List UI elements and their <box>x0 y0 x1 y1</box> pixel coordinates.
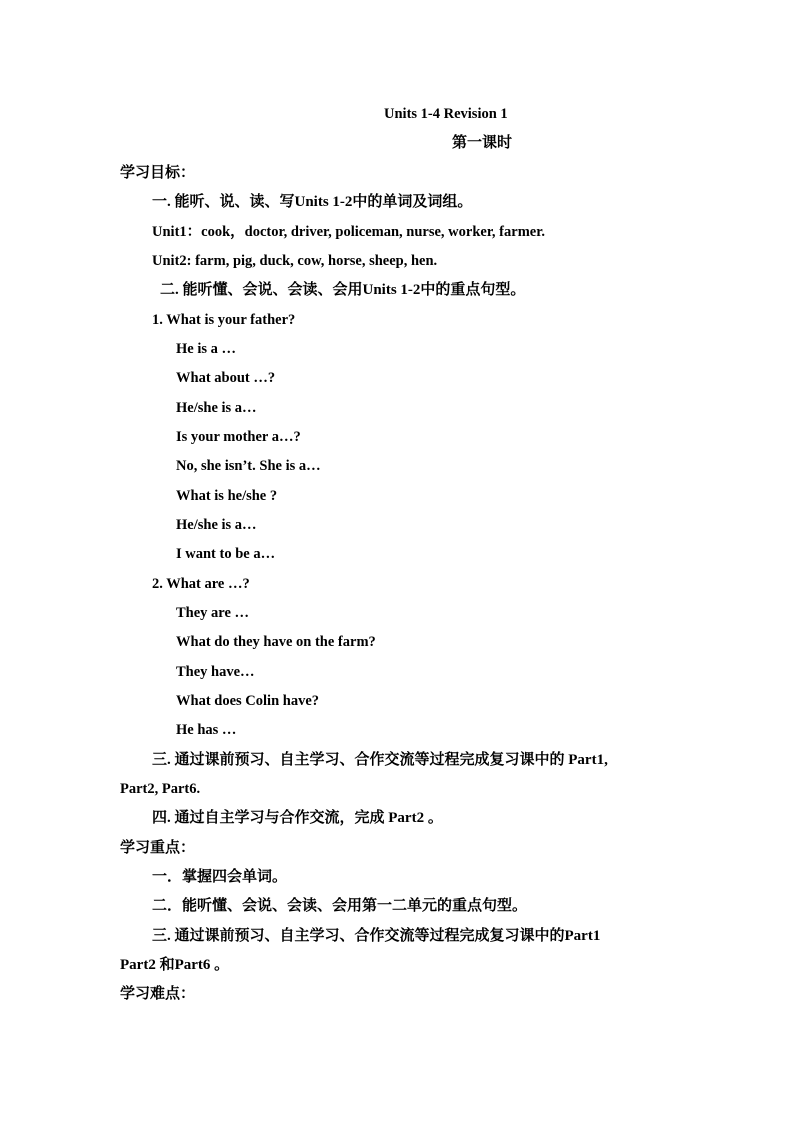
sentence-line: They have… <box>176 664 255 680</box>
objective-item-3-continued: Part2, Part6. <box>120 781 201 797</box>
key-point-item-1: 一．掌握四会单词。 <box>152 869 288 885</box>
question-2: 2. What are …? <box>152 576 250 592</box>
objective-item-3: 三. 通过课前预习、自主学习、合作交流等过程完成复习课中的 Part1, <box>152 752 608 768</box>
sentence-line: What about …? <box>176 370 276 386</box>
key-point-item-3-continued: Part2 和Part6 。 <box>120 957 230 973</box>
key-points-heading: 学习重点： <box>120 840 196 856</box>
objective-item-2: 二. 能听懂、会说、会读、会用Units 1-2中的重点句型。 <box>160 282 526 298</box>
sentence-line: They are … <box>176 605 250 621</box>
sentence-line: He has … <box>176 722 237 738</box>
sentence-line: No, she isn’t. She is a… <box>176 458 321 474</box>
objective-item-4: 四. 通过自主学习与合作交流，完成 Part2 。 <box>152 810 443 826</box>
sentence-line: Is your mother a…? <box>176 429 301 445</box>
sentence-line: He/she is a… <box>176 517 257 533</box>
sentence-line: What does Colin have? <box>176 693 320 709</box>
objective-item-1: 一. 能听、说、读、写Units 1-2中的单词及词组。 <box>152 194 473 210</box>
document-title: Units 1-4 Revision 1 <box>384 106 508 122</box>
unit1-vocabulary: Unit1：cook，doctor, driver, policeman, nurse, worker, farmer. <box>152 224 545 240</box>
difficulties-heading: 学习难点： <box>120 986 196 1002</box>
lesson-period: 第一课时 <box>452 135 513 151</box>
objectives-heading: 学习目标： <box>120 165 196 181</box>
sentence-line: He/she is a… <box>176 400 257 416</box>
sentence-line: I want to be a… <box>176 546 276 562</box>
key-point-item-2: 二．能听懂、会说、会读、会用第一二单元的重点句型。 <box>152 898 528 914</box>
sentence-line: He is a … <box>176 341 237 357</box>
question-1: 1. What is your father? <box>152 312 296 328</box>
unit2-vocabulary: Unit2: farm, pig, duck, cow, horse, sheep, hen. <box>152 253 438 269</box>
sentence-line: What do they have on the farm? <box>176 634 376 650</box>
sentence-line: What is he/she ? <box>176 488 278 504</box>
key-point-item-3: 三. 通过课前预习、自主学习、合作交流等过程完成复习课中的Part1 <box>152 928 601 944</box>
